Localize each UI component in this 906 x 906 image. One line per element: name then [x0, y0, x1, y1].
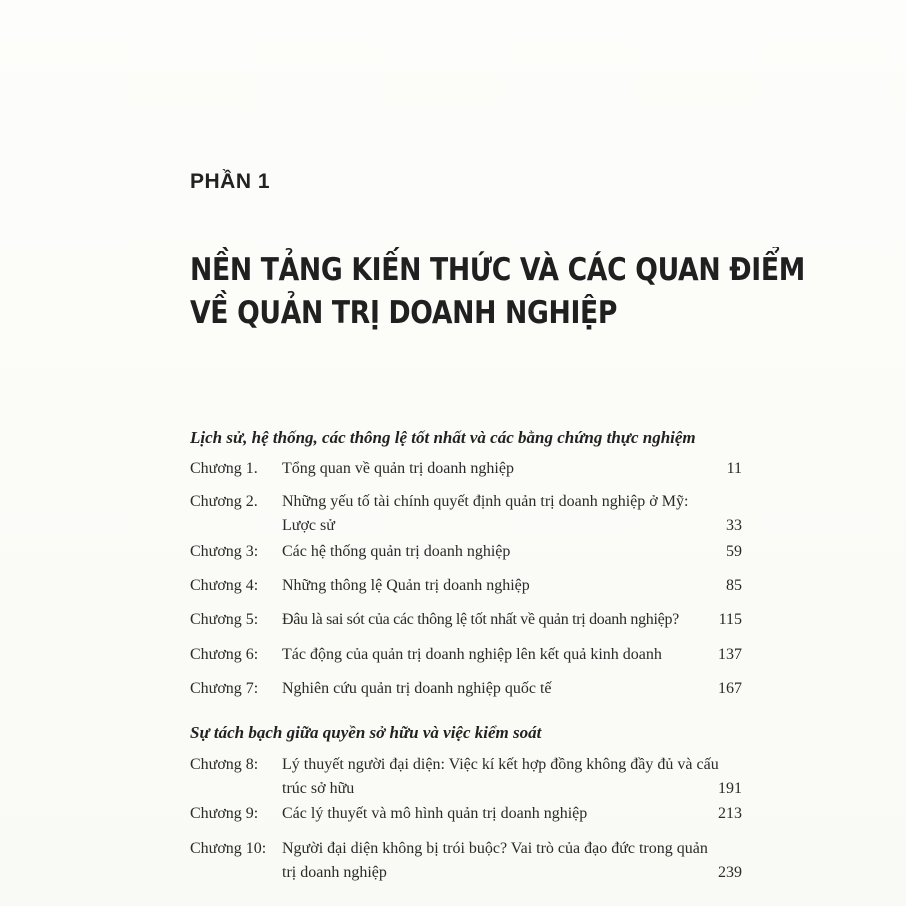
toc-chapter: Chương 3: — [190, 543, 259, 560]
toc-page-number: 59 — [726, 543, 742, 560]
toc-chapter: Chương 9: — [190, 805, 259, 822]
toc-page-number: 115 — [718, 611, 742, 628]
toc-page-number: 167 — [718, 680, 742, 697]
toc-page-number: 137 — [718, 646, 742, 663]
toc-chapter: Chương 2. — [190, 493, 258, 510]
toc-entry — [190, 643, 742, 667]
toc-chapter: Chương 5: — [190, 611, 259, 628]
toc-entry — [190, 753, 742, 801]
toc-chapter: Chương 10: — [190, 840, 267, 857]
toc-entry — [190, 574, 742, 598]
toc-chapter: Chương 7: — [190, 680, 259, 697]
toc-page-number: 85 — [726, 577, 742, 594]
toc-entry — [190, 837, 742, 885]
toc-entry — [190, 490, 742, 538]
toc-title: Các hệ thống quản trị doanh nghiệp — [282, 543, 511, 560]
part-title-line-1: NỀN TẢNG KIẾN THỨC VÀ CÁC QUAN ĐIỂM — [190, 252, 805, 288]
toc-chapter: Chương 6: — [190, 646, 259, 663]
toc-chapter: Chương 8: — [190, 756, 259, 773]
toc-page-number: 33 — [726, 517, 742, 534]
toc-page-number: 213 — [718, 805, 742, 822]
section-heading-2: Sự tách bạch giữa quyền sở hữu và việc kiểm soát — [190, 723, 542, 742]
toc-title: Lý thuyết người đại diện: Việc kí kết hợp đồng không đầy đủ và cấu trúc sở hữu — [282, 756, 719, 797]
toc-title: Nghiên cứu quản trị doanh nghiệp quốc tế — [282, 680, 552, 697]
toc-chapter: Chương 4: — [190, 577, 259, 594]
toc-title: Người đại diện không bị trói buộc? Vai trò của đạo đức trong quản trị doanh nghiệp — [282, 840, 708, 881]
toc-title: Những yếu tố tài chính quyết định quản trị doanh nghiệp ở Mỹ: Lược sử — [282, 493, 689, 534]
toc-entry — [190, 540, 742, 564]
toc-title: Tác động của quản trị doanh nghiệp lên kết quả kinh doanh — [282, 646, 662, 663]
toc-page-number: 239 — [718, 864, 742, 881]
toc-title: Đâu là sai sót của các thông lệ tốt nhất về quản trị doanh nghiệp? — [282, 611, 679, 628]
toc-title: Tổng quan về quản trị doanh nghiệp — [282, 460, 514, 477]
toc-entry — [190, 457, 742, 481]
part-label: PHẦN 1 — [190, 170, 271, 193]
toc-page-number: 11 — [726, 460, 742, 477]
toc-entry — [190, 608, 742, 632]
section-heading-1: Lịch sử, hệ thống, các thông lệ tốt nhất và các bằng chứng thực nghiệm — [190, 428, 696, 447]
part-title — [190, 249, 805, 335]
part-title-line-2: VỀ QUẢN TRỊ DOANH NGHIỆP — [190, 295, 618, 331]
toc-title: Các lý thuyết và mô hình quản trị doanh nghiệp — [282, 805, 588, 822]
toc-entry — [190, 677, 742, 701]
toc-entry — [190, 802, 742, 826]
toc-chapter: Chương 1. — [190, 460, 258, 477]
toc-title: Những thông lệ Quản trị doanh nghiệp — [282, 577, 530, 594]
toc-page-number: 191 — [718, 780, 742, 797]
